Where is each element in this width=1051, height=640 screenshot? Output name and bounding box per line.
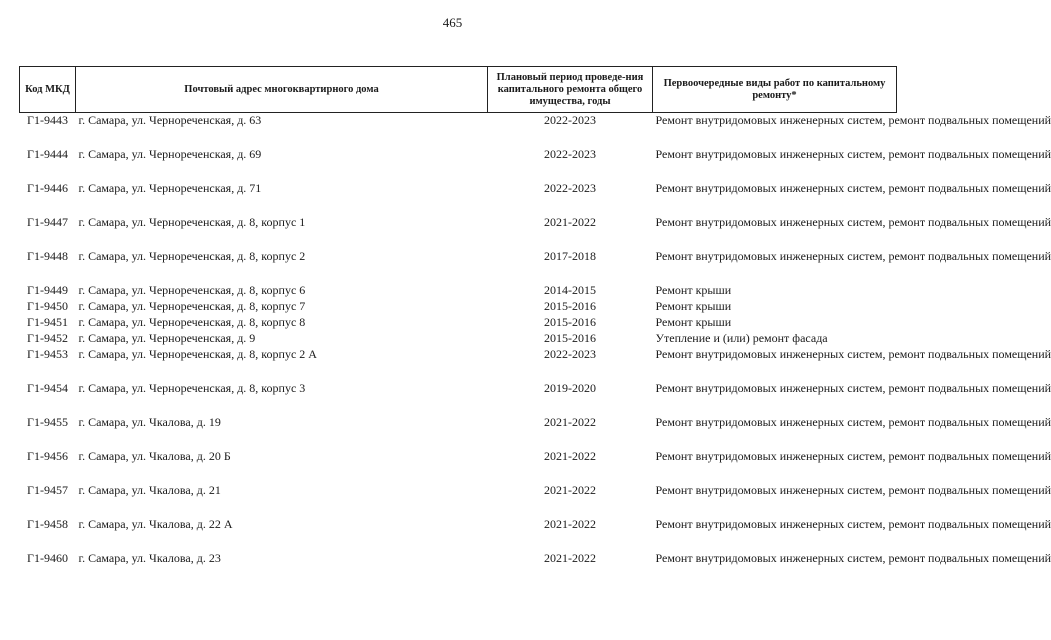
cell-address: г. Самара, ул. Чкалова, д. 22 А [78, 517, 233, 531]
cell-code: Г1-9446 [27, 181, 68, 195]
page-number: 465 [442, 15, 463, 30]
cell-period: 2022-2023 [544, 347, 596, 361]
cell-code: Г1-9454 [27, 381, 68, 395]
table-row [20, 283, 897, 299]
table-row [20, 415, 897, 449]
cell-code: Г1-9451 [27, 315, 68, 329]
cell-period: 2021-2022 [544, 483, 596, 497]
table-row [20, 483, 897, 517]
cell-work: Ремонт внутридомовых инженерных систем, ремонт подвальных помещений [655, 249, 1051, 263]
table-row [20, 315, 897, 331]
cell-address: г. Самара, ул. Чернореченская, д. 71 [78, 181, 262, 195]
table-row [20, 113, 897, 148]
cell-code: Г1-9449 [27, 283, 68, 297]
cell-work: Ремонт внутридомовых инженерных систем, ремонт подвальных помещений [655, 551, 1051, 565]
cell-address: г. Самара, ул. Чернореченская, д. 8, корпус 2 А [78, 347, 317, 361]
cell-work: Ремонт крыши [655, 315, 732, 329]
cell-address: г. Самара, ул. Чернореченская, д. 8, корпус 7 [78, 299, 306, 313]
cell-period: 2021-2022 [544, 215, 596, 229]
table-row [20, 347, 897, 381]
cell-code: Г1-9458 [27, 517, 68, 531]
cell-period: 2015-2016 [544, 331, 596, 345]
cell-work: Ремонт крыши [655, 283, 732, 297]
cell-code: Г1-9452 [27, 331, 68, 345]
cell-address: г. Самара, ул. Чернореченская, д. 8, корпус 8 [78, 315, 306, 329]
cell-work: Ремонт внутридомовых инженерных систем, ремонт подвальных помещений [655, 381, 1051, 395]
cell-code: Г1-9447 [27, 215, 68, 229]
table-row [20, 249, 897, 283]
cell-period: 2022-2023 [544, 147, 596, 161]
cell-code: Г1-9460 [27, 551, 68, 565]
cell-code: Г1-9448 [27, 249, 68, 263]
cell-work: Ремонт внутридомовых инженерных систем, ремонт подвальных помещений [655, 347, 1051, 361]
cell-address: г. Самара, ул. Чернореченская, д. 63 [78, 113, 262, 127]
cell-period: 2022-2023 [544, 113, 596, 127]
cell-address: г. Самара, ул. Чкалова, д. 20 Б [78, 449, 231, 463]
cell-period: 2021-2022 [544, 415, 596, 429]
table-row [20, 147, 897, 181]
cell-period: 2021-2022 [544, 551, 596, 565]
cell-code: Г1-9453 [27, 347, 68, 361]
header-works: Первоочередные виды работ по капитальному ремонту* [653, 67, 897, 113]
cell-work: Ремонт внутридомовых инженерных систем, ремонт подвальных помещений [655, 415, 1051, 429]
table-body [20, 113, 1051, 586]
table-row [20, 381, 897, 415]
cell-work: Ремонт внутридомовых инженерных систем, ремонт подвальных помещений [655, 147, 1051, 161]
cell-period: 2019-2020 [544, 381, 596, 395]
cell-code: Г1-9443 [27, 113, 68, 127]
repair-schedule-table [19, 66, 1051, 585]
table-row [20, 181, 897, 215]
cell-period: 2015-2016 [544, 299, 596, 313]
cell-work: Ремонт внутридомовых инженерных систем, ремонт подвальных помещений [655, 483, 1051, 497]
header-address: Почтовый адрес многоквартирного дома [76, 67, 488, 113]
cell-address: г. Самара, ул. Чернореченская, д. 8, корпус 6 [78, 283, 306, 297]
table-row [20, 449, 897, 483]
table-row [20, 331, 897, 347]
cell-address: г. Самара, ул. Чернореченская, д. 9 [78, 331, 256, 345]
cell-code: Г1-9457 [27, 483, 68, 497]
cell-address: г. Самара, ул. Чкалова, д. 21 [78, 483, 221, 497]
cell-work: Ремонт крыши [655, 299, 732, 313]
cell-period: 2021-2022 [544, 517, 596, 531]
header-period: Плановый период проведе-ния капитального ремонта общего имущества, годы [488, 67, 653, 113]
cell-work: Ремонт внутридомовых инженерных систем, ремонт подвальных помещений [655, 215, 1051, 229]
cell-code: Г1-9450 [27, 299, 68, 313]
cell-work: Ремонт внутридомовых инженерных систем, ремонт подвальных помещений [655, 113, 1051, 127]
cell-address: г. Самара, ул. Чернореченская, д. 8, корпус 3 [78, 381, 306, 395]
cell-period: 2014-2015 [544, 283, 596, 297]
cell-code: Г1-9455 [27, 415, 68, 429]
cell-period: 2017-2018 [544, 249, 596, 263]
table-header-row [20, 67, 897, 113]
cell-period: 2022-2023 [544, 181, 596, 195]
table-row [20, 299, 897, 315]
cell-address: г. Самара, ул. Чернореченская, д. 8, корпус 1 [78, 215, 306, 229]
cell-address: г. Самара, ул. Чернореченская, д. 8, корпус 2 [78, 249, 306, 263]
cell-address: г. Самара, ул. Чкалова, д. 19 [78, 415, 221, 429]
header-code: Код МКД [20, 67, 76, 113]
table-row [20, 551, 897, 585]
cell-code: Г1-9444 [27, 147, 68, 161]
cell-work: Ремонт внутридомовых инженерных систем, ремонт подвальных помещений [655, 181, 1051, 195]
cell-work: Утепление и (или) ремонт фасада [655, 331, 828, 345]
table-row [20, 517, 897, 551]
cell-address: г. Самара, ул. Чернореченская, д. 69 [78, 147, 262, 161]
cell-period: 2021-2022 [544, 449, 596, 463]
cell-work: Ремонт внутридомовых инженерных систем, ремонт подвальных помещений [655, 517, 1051, 531]
cell-period: 2015-2016 [544, 315, 596, 329]
cell-code: Г1-9456 [27, 449, 68, 463]
table-row [20, 215, 897, 249]
cell-address: г. Самара, ул. Чкалова, д. 23 [78, 551, 221, 565]
cell-work: Ремонт внутридомовых инженерных систем, ремонт подвальных помещений [655, 449, 1051, 463]
